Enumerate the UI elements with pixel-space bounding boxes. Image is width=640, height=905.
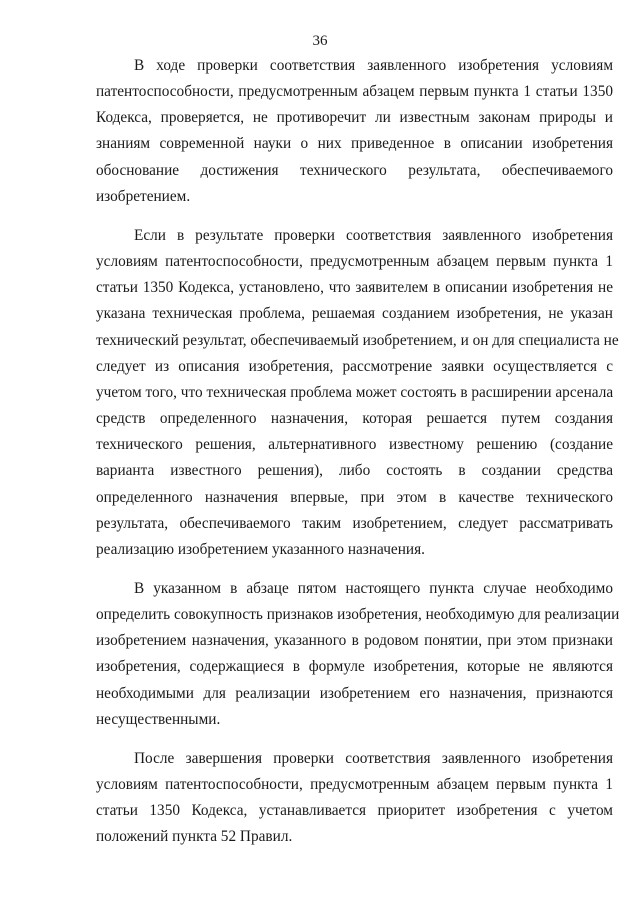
text-line: Кодекса, проверяется, не противоречит ли известным законам природы и	[96, 109, 613, 127]
text-line: следует из описания изобретения, рассмотрение заявки осуществляется с	[96, 357, 613, 375]
paragraph-technical-problem	[96, 223, 619, 563]
page-number: 36	[312, 33, 328, 49]
text-line: технический результат, обеспечиваемый изобретением, и он для специалиста не	[96, 331, 619, 349]
text-line: результата, обеспечиваемого таким изобретением, следует рассматривать	[96, 514, 613, 532]
text-line: статьи 1350 Кодекса, установлено, что заявителем в описании изобретения не	[96, 279, 613, 297]
text-line: знаниям современной науки о них приведенное в описании изобретения	[96, 135, 613, 153]
text-line: варианта известного решения), либо состоять в создании средства	[96, 462, 613, 480]
text-line: необходимыми для реализации изобретением его назначения, признаются	[96, 684, 613, 702]
text-line: реализацию изобретением указанного назначения.	[96, 540, 425, 558]
text-line: изобретения, содержащиеся в формуле изобретения, которые не являются	[96, 658, 613, 676]
text-line: определенного назначения впервые, при этом в качестве технического	[96, 488, 613, 506]
text-line: определить совокупность признаков изобретения, необходимую для реализации	[96, 606, 620, 624]
text-line: Если в результате проверки соответствия заявленного изобретения	[134, 226, 613, 244]
text-line: технического решения, альтернативного известному решению (создание	[96, 436, 613, 454]
text-line: В указанном в абзаце пятом настоящего пункта случае необходимо	[134, 579, 613, 597]
text-line: указана техническая проблема, решаемая созданием изобретения, не указан	[96, 305, 613, 323]
text-line: средств определенного назначения, которая решается путем создания	[96, 410, 613, 428]
text-line: положений пункта 52 Правил.	[96, 828, 293, 846]
text-line: учетом того, что техническая проблема может состоять в расширении арсенала	[96, 383, 614, 401]
text-line: условиям патентоспособности, предусмотренным абзацем первым пункта 1	[96, 253, 613, 271]
paragraph-essential-features	[96, 576, 620, 733]
text-line: изобретением.	[96, 187, 191, 205]
text-line: изобретением назначения, указанного в родовом понятии, при этом признаки	[96, 632, 613, 650]
text-line: условиям патентоспособности, предусмотренным абзацем первым пункта 1	[96, 776, 613, 794]
text-line: В ходе проверки соответствия заявленного изобретения условиям	[134, 57, 613, 74]
document-body	[96, 53, 620, 851]
text-line: статьи 1350 Кодекса, устанавливается приоритет изобретения с учетом	[96, 802, 613, 820]
text-line: обоснование достижения технического результата, обеспечиваемого	[96, 161, 613, 179]
paragraph-priority	[96, 746, 613, 851]
text-line: патентоспособности, предусмотренным абзацем первым пункта 1 статьи 1350	[96, 83, 613, 101]
text-line: несущественными.	[96, 710, 221, 728]
text-line: После завершения проверки соответствия заявленного изобретения	[134, 749, 613, 767]
paragraph-verification	[96, 53, 613, 210]
